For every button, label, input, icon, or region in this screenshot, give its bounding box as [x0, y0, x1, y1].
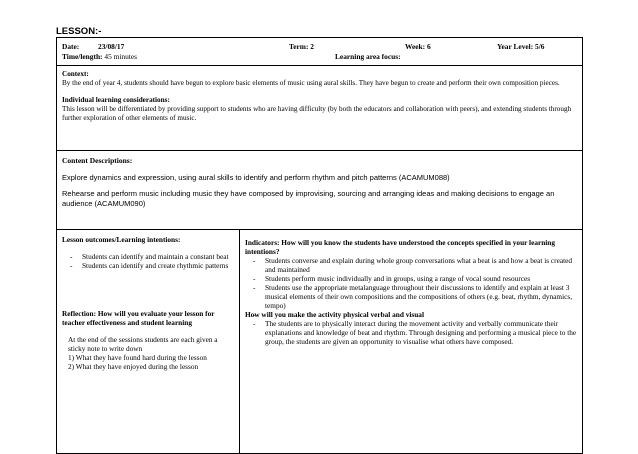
- list-item: - Students can identify and maintain a constant beat: [62, 252, 234, 261]
- content-row: [57, 151, 582, 230]
- lesson-heading: LESSON:-: [56, 26, 102, 37]
- list-item: - Students converse and explain during whole group conversations what a beat is and how a beat is created and maintained: [245, 256, 577, 274]
- context-label: Context:: [62, 70, 89, 78]
- activity-list: [245, 319, 577, 346]
- considerations-label: Individual learning considerations:: [62, 96, 170, 104]
- content-description-2: Rehearse and perform music including music they have composed by improvising, sourcing and arranging ideas and making decisions to engage an audience (ACAMUM090): [62, 189, 555, 208]
- reflection-line-3: 2) What they have enjoyed during the lesson: [68, 362, 199, 371]
- indicators-list: [245, 256, 577, 310]
- context-row: [57, 66, 582, 151]
- outcomes-row: [57, 230, 582, 453]
- indicators-label: Indicators: How will you know the students have understood the concepts specified in your learning intentions?: [245, 238, 556, 256]
- list-item: - Students can identify and create rhythmic patterns: [62, 261, 234, 270]
- considerations-text: This lesson will be differentiated by providing support to students who are having difficulty (by both the educators and collaboration with peers), and extending students through further exploration of other elements of music.: [62, 105, 572, 122]
- time-length: Time/length: 45 minutes: [62, 52, 138, 61]
- outcomes-label: Lesson outcomes/Learning intentions:: [62, 235, 181, 244]
- date-value: 23/08/17: [98, 42, 125, 51]
- week: Week: 6: [405, 42, 431, 51]
- lesson-plan-table: [56, 37, 583, 454]
- learning-area-focus: Learning area focus:: [335, 52, 401, 61]
- date-label: Date:: [62, 42, 80, 51]
- list-item: - The students are to physically interact during the movement activity and verbally communicate their explanations and knowledge of beat and rhythm. Through designing and performing a musical piece to the group, the students are given an opportunity to visualise what others have composed.: [245, 319, 577, 346]
- context-text: By the end of year 4, students should have begun to explore basic elements of music using aural skills. They have begun to create and perform their own composition pieces.: [62, 79, 560, 87]
- reflection-label: Reflection: How will you evaluate your lesson for teacher effectiveness and student learning: [62, 309, 215, 327]
- outcomes-column: [57, 230, 240, 453]
- content-description-1: Explore dynamics and expression, using aural skills to identify and perform rhythm and pitch patterns (ACAMUM088): [62, 172, 450, 182]
- reflection-line-1: At the end of the sessions students are each given a sticky note to write down: [68, 335, 218, 353]
- list-item: - Students use the appropriate metalanguage throughout their discussions to identify and explain at least 3 musical elements of their own compositions and the compositions of others (e.g. beat, rhythm, dynamics, tempo): [245, 283, 577, 310]
- outcomes-list: [62, 252, 234, 270]
- list-item: - Students perform music individually and in groups, using a range of vocal sound resources: [245, 274, 577, 283]
- indicators-column: [240, 230, 582, 453]
- reflection-line-2: 1) What they have found hard during the lesson: [68, 353, 207, 362]
- header-row: [57, 38, 582, 66]
- year-level: Year Level: 5/6: [497, 42, 545, 51]
- term: Term: 2: [289, 42, 314, 51]
- content-label: Content Descriptions:: [62, 156, 133, 165]
- activity-label: How will you make the activity physical verbal and visual: [245, 310, 424, 319]
